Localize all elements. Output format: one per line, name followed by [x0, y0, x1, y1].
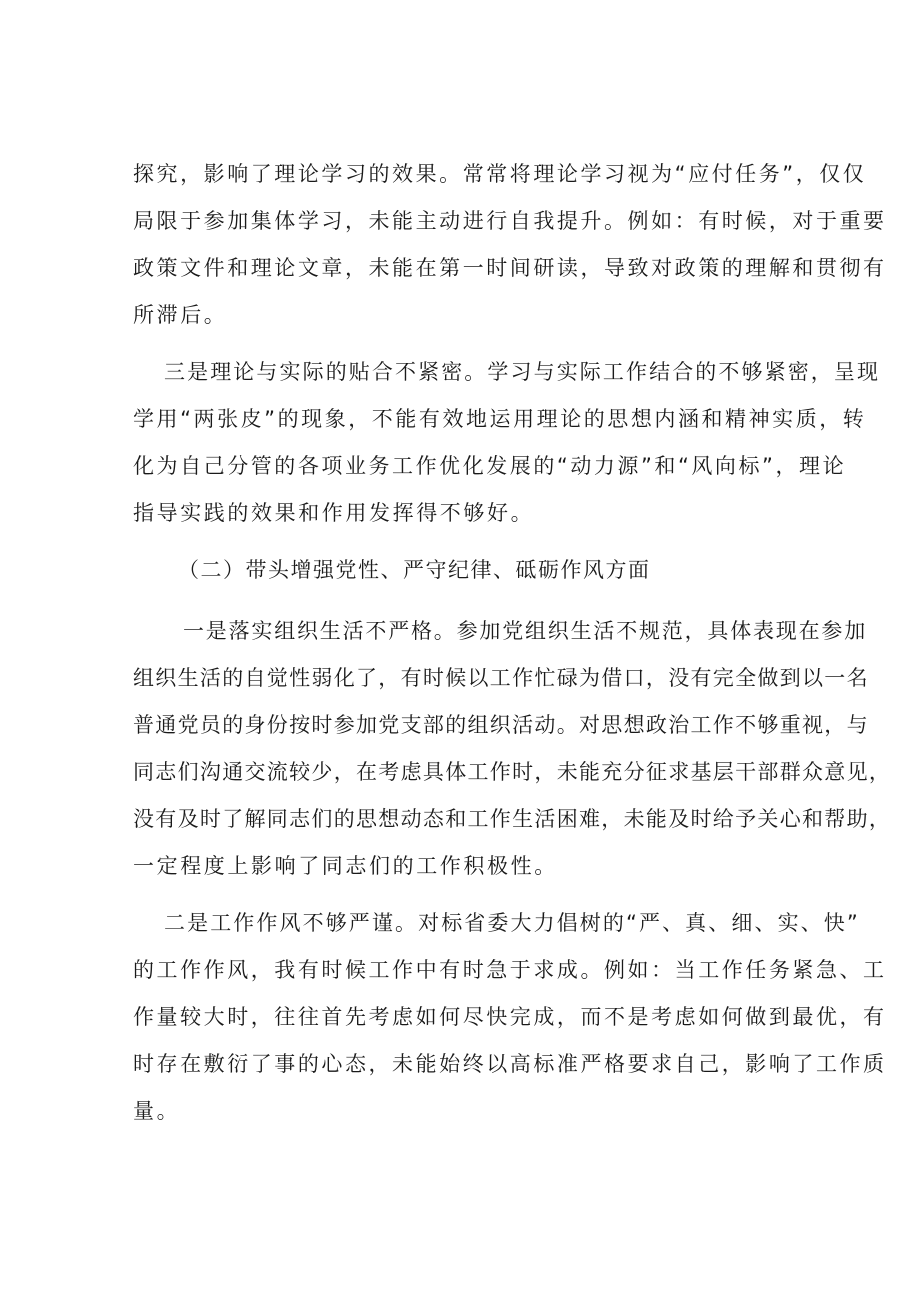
paragraph-3-line-2: 组织生活的自觉性弱化了，有时候以工作忙碌为借口，没有完全做到以一名 — [133, 666, 869, 690]
paragraph-2-line-3: 化为自己分管的各项业务工作优化发展的“动力源”和“风向标”，理论 — [133, 454, 847, 478]
paragraph-3-line-5: 没有及时了解同志们的思想动态和工作生活困难，未能及时给予关心和帮助， — [133, 807, 892, 831]
paragraph-4-line-5: 量。 — [133, 1099, 181, 1123]
paragraph-3-line-6: 一定程度上影响了同志们的工作积极性。 — [133, 854, 558, 878]
paragraph-1-line-2: 局限于参加集体学习，未能主动进行自我提升。例如：有时候，对于重要 — [133, 209, 887, 233]
paragraph-3-line-1: 一是落实组织生活不严格。参加党组织生活不规范，具体表现在参加 — [183, 619, 867, 643]
paragraph-1-line-3: 政策文件和理论文章，未能在第一时间研读，导致对政策的理解和贯彻有 — [133, 256, 887, 280]
paragraph-1-line-4: 所滞后。 — [133, 303, 228, 327]
paragraph-3-line-4: 同志们沟通交流较少，在考虑具体工作时，未能充分征求基层干部群众意见， — [133, 760, 892, 784]
paragraph-4-line-3: 作量较大时，往往首先考虑如何尽快完成，而不是考虑如何做到最优，有 — [133, 1005, 887, 1029]
paragraph-1-line-1: 探究，影响了理论学习的效果。常常将理论学习视为“应付任务”，仅仅 — [133, 162, 867, 186]
paragraph-4-line-4: 时存在敷衍了事的心态，未能始终以高标准严格要求自己，影响了工作质 — [133, 1052, 887, 1076]
paragraph-2-line-4: 指导实践的效果和作用发挥得不够好。 — [133, 501, 535, 525]
paragraph-4-line-2: 的工作作风，我有时候工作中有时急于求成。例如：当工作任务紧急、工 — [133, 958, 887, 982]
paragraph-2-line-1: 三是理论与实际的贴合不紧密。学习与实际工作结合的不够紧密，呈现 — [164, 360, 881, 384]
paragraph-4-line-1: 二是工作作风不够严谨。对标省委大力倡树的“严、真、细、实、快” — [164, 911, 860, 935]
paragraph-3-line-3: 普通党员的身份按时参加党支部的组织活动。对思想政治工作不够重视，与 — [133, 713, 869, 737]
paragraph-2-line-2: 学用“两张皮”的现象，不能有效地运用理论的思想内涵和精神实质，转 — [133, 407, 867, 431]
section-heading: （二）带头增强党性、严守纪律、砥砺作风方面 — [178, 558, 651, 582]
